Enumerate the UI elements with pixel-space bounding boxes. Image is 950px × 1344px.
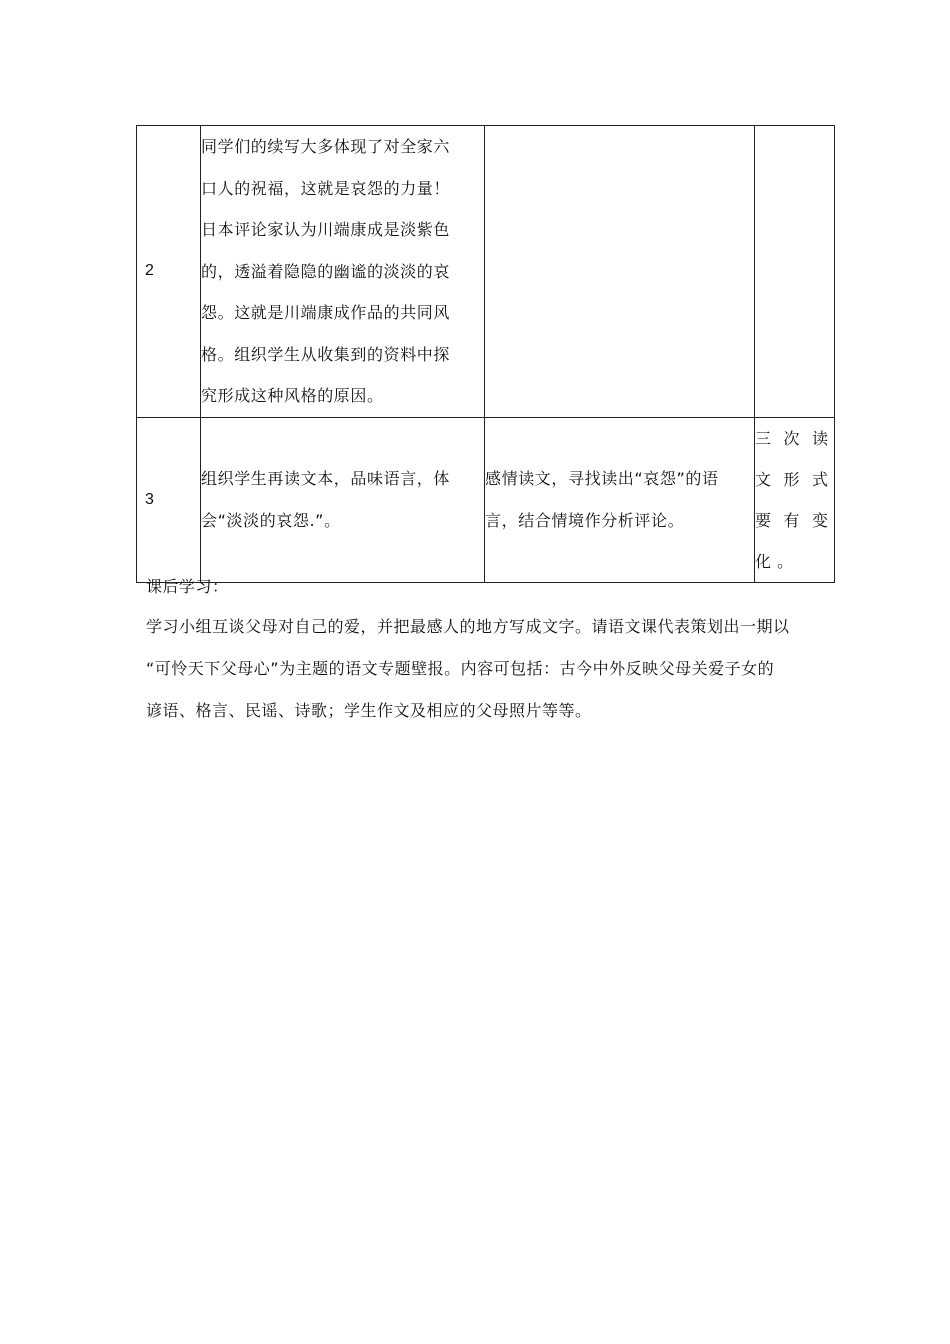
text-line: 组织学生再读文本，品味语言，体	[201, 469, 451, 488]
note-line: 三次读	[755, 428, 834, 448]
teacher-activity	[201, 417, 485, 582]
step-number: 2	[137, 126, 201, 418]
teacher-activity	[201, 126, 485, 418]
note-line: 要有变	[755, 510, 834, 530]
text-line: 会“淡淡的哀怨.”。	[201, 510, 341, 530]
note-line: 化。	[755, 551, 800, 571]
step-number: 3	[137, 417, 201, 582]
section-body	[146, 606, 836, 732]
lesson-table	[136, 125, 835, 583]
table-row	[137, 126, 835, 418]
note-line: 文形式	[755, 469, 834, 489]
text-line: 感情读文，寻找读出“哀怨”的语	[485, 469, 719, 488]
paragraph-line: “可怜天下父母心”为主题的语文专题壁报。内容可包括：古今中外反映父母关爱子女的	[146, 659, 775, 678]
text-line: 日本评论家认为川端康成是淡紫色	[201, 220, 451, 239]
text-line: 格。组织学生从收集到的资料中探	[201, 344, 451, 364]
text-line: 怨。这就是川端康成作品的共同风	[201, 303, 451, 322]
section-title: 课后学习：	[146, 577, 229, 596]
student-activity	[485, 126, 755, 418]
text-line: 的，透溢着隐隐的幽谧的淡淡的哀	[201, 261, 451, 281]
text-line: 同学们的续写大多体现了对全家六	[201, 137, 451, 156]
text-line: 言，结合情境作分析评论。	[485, 510, 685, 530]
table-row	[137, 417, 835, 582]
student-activity	[485, 417, 755, 582]
paragraph-line: 学习小组互谈父母对自己的爱，并把最感人的地方写成文字。请语文课代表策划出一期以	[146, 617, 790, 636]
text-line: 究形成这种风格的原因。	[201, 386, 384, 405]
design-note	[755, 417, 835, 582]
text-line: 口人的祝福，这就是哀怨的力量！	[201, 178, 451, 198]
paragraph-line: 谚语、格言、民谣、诗歌；学生作文及相应的父母照片等等。	[146, 701, 592, 720]
after-class-section	[146, 574, 836, 732]
design-note	[755, 126, 835, 418]
